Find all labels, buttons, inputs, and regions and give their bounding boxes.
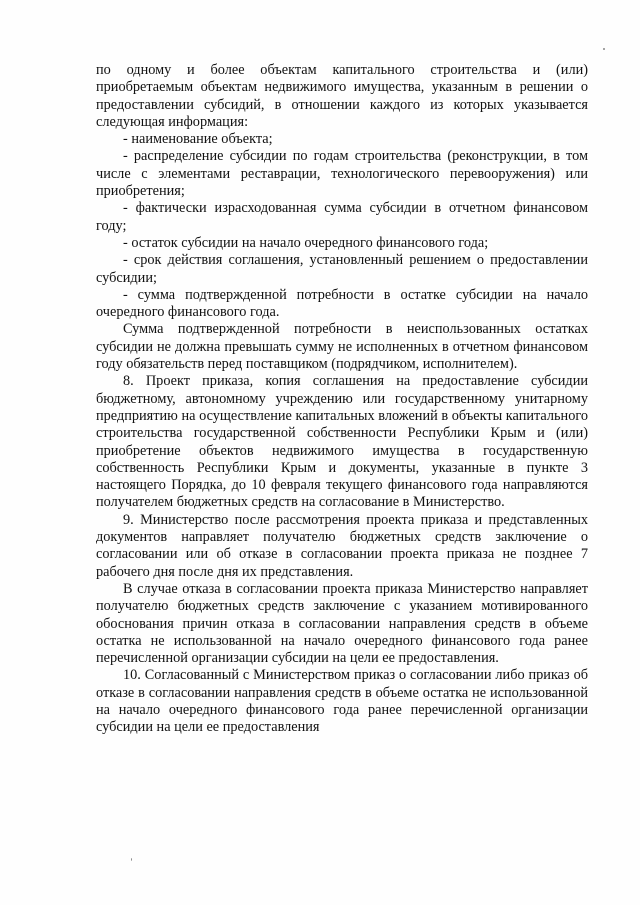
paragraph-need-limit: Сумма подтвержденной потребности в неиспользованных остатках субсидии не должна превышать сумму не исполненных в отчетном финансовом году обязательств перед поставщиком (подрядчиком, исполнителем). (96, 321, 588, 373)
scan-speck (603, 48, 605, 50)
paragraph-continuation: по одному и более объектам капитального строительства и (или) приобретаемым объектам недвижимого имущества, указанным в решении о предоставлении субсидий, в отношении каждого из которых указывается следующая информация: (96, 62, 588, 130)
paragraph-refusal: В случае отказа в согласовании проекта приказа Министерство направляет получателю бюджетных средств заключение с указанием мотивированного обоснования причин отказа в согласовании направления средств в объеме остатка не использованной на начало очередного финансового года ранее перечисленной организации субсидии на цели ее предоставления. (96, 580, 588, 667)
document-body (96, 62, 588, 737)
list-item-spent-amount: - фактически израсходованная сумма субсидии в отчетном финансовом году; (96, 200, 588, 234)
paragraph-item-8: 8. Проект приказа, копия соглашения на предоставление субсидии бюджетному, автономному учреждению или государственному унитарному предприятию на осуществление капитальных вложений в объекты капитального строительства государственной собственности Республики Крым и (или) приобретение объектов недвижимого имущества в государственную собственность Республики Крым и документы, указанные в пункте 3 настоящего Порядка, до 10 февраля текущего финансового года направляются получателем бюджетных средств на согласование в Министерство. (96, 373, 588, 511)
paragraph-item-10: 10. Согласованный с Министерством приказ о согласовании либо приказ об отказе в согласовании направления средств в объеме остатка не использованной на начало очередного финансового года ранее перечисленной организации субсидии на цели ее предоставления (96, 667, 588, 736)
paragraph-item-9: 9. Министерство после рассмотрения проекта приказа и представленных документов направляет получателю бюджетных средств заключение о согласовании или об отказе в согласовании проекта приказа не позднее 7 рабочего дня после дня их представления. (96, 511, 588, 580)
scan-speck (131, 858, 132, 861)
list-item-subsidy-distribution: - распределение субсидии по годам строительства (реконструкции, в том числе с элементами реставрации, технологического перевооружения) или приобретения; (96, 148, 588, 200)
list-item-remaining-balance: - остаток субсидии на начало очередного финансового года; (123, 234, 489, 251)
list-item-agreement-term: - срок действия соглашения, установленный решением о предоставлении субсидии; (96, 252, 588, 286)
list-item-confirmed-need: - сумма подтвержденной потребности в остатке субсидии на начало очередного финансового года. (96, 286, 588, 321)
list-item-object-name: - наименование объекта; (123, 131, 273, 148)
